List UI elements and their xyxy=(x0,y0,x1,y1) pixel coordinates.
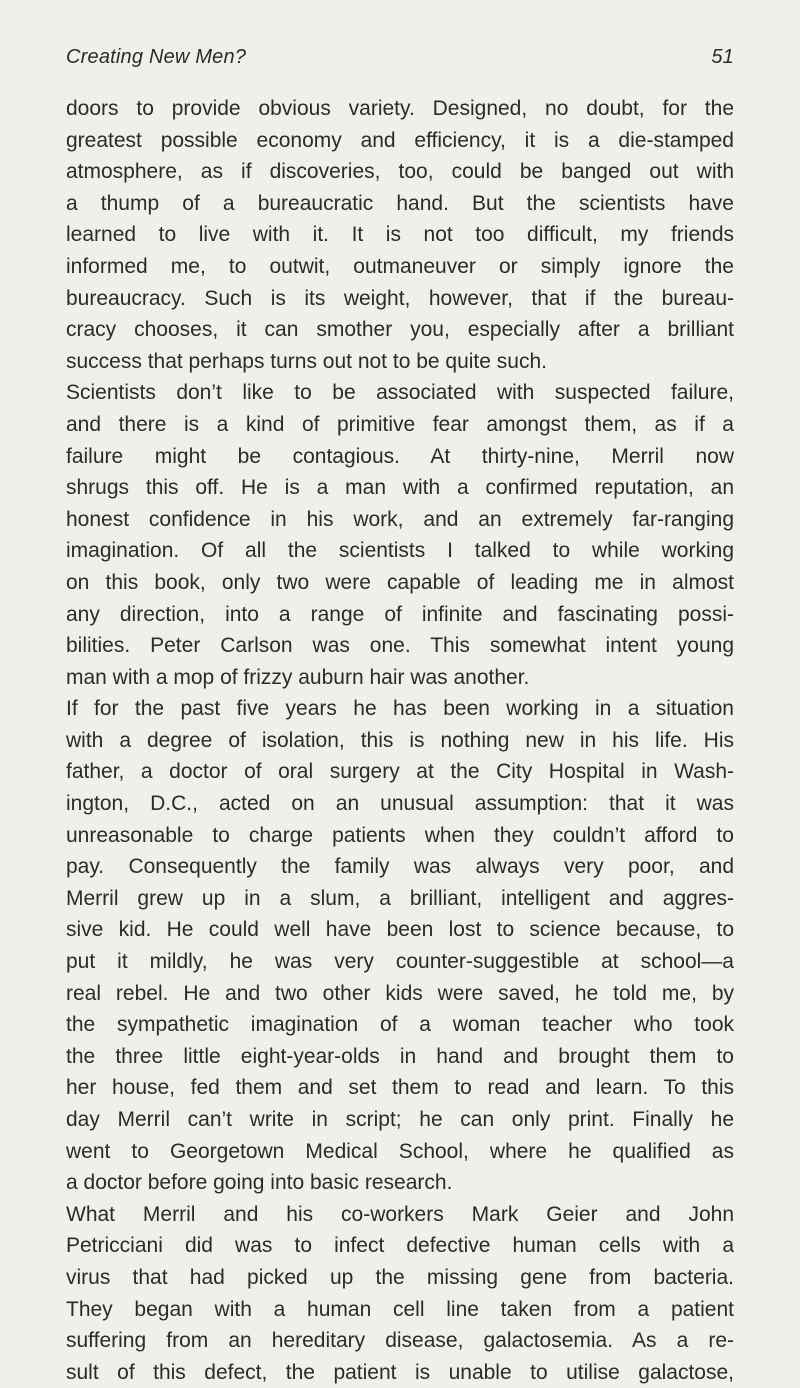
text-line: went to Georgetown Medical School, where he qualified as xyxy=(66,1139,734,1163)
text-line: and there is a kind of primitive fear amongst them, as if a xyxy=(66,412,734,436)
running-head xyxy=(66,46,734,76)
text-line: failure might be contagious. At thirty-nine, Merril now xyxy=(66,444,734,468)
text-line: Merril grew up in a slum, a brilliant, intelligent and aggres- xyxy=(66,886,734,910)
text-line: put it mildly, he was very counter-suggestible at school—a xyxy=(66,950,734,974)
text-line: greatest possible economy and efficiency, it is a die-stamped xyxy=(66,128,734,152)
text-line: success that perhaps turns out not to be quite such. xyxy=(66,349,547,373)
text-line: They began with a human cell line taken from a patient xyxy=(66,1297,734,1321)
running-title: Creating New Men? xyxy=(66,46,247,68)
text-line: informed me, to outwit, outmaneuver or simply ignore the xyxy=(66,254,734,278)
text-line: virus that had picked up the missing gene from bacteria. xyxy=(66,1265,734,1289)
text-line: sive kid. He could well have been lost to science because, to xyxy=(66,918,734,942)
text-line: shrugs this off. He is a man with a confirmed reputation, an xyxy=(66,476,734,500)
text-line: doors to provide obvious variety. Designed, no doubt, for the xyxy=(66,97,734,120)
text-line: Petricciani did was to infect defective human cells with a xyxy=(66,1234,734,1258)
text-line: bilities. Peter Carlson was one. This somewhat intent young xyxy=(66,634,734,658)
text-line: Scientists don’t like to be associated with suspected failure, xyxy=(66,381,734,405)
text-line: honest confidence in his work, and an extremely far-ranging xyxy=(66,507,734,531)
text-line: her house, fed them and set them to read and learn. To this xyxy=(66,1076,734,1100)
text-line: a doctor before going into basic research. xyxy=(66,1171,453,1195)
text-line: atmosphere, as if discoveries, too, could be banged out with xyxy=(66,160,734,184)
text-line: the three little eight-year-olds in hand and brought them to xyxy=(66,1044,734,1068)
text-line: on this book, only two were capable of leading me in almost xyxy=(66,570,734,594)
text-line: What Merril and his co-workers Mark Geier and John xyxy=(66,1202,734,1226)
text-line: learned to live with it. It is not too difficult, my friends xyxy=(66,223,734,247)
text-line: suffering from an hereditary disease, galactosemia. As a re- xyxy=(66,1329,734,1353)
text-line: any direction, into a range of infinite and fascinating possi- xyxy=(66,602,734,626)
text-line: pay. Consequently the family was always very poor, and xyxy=(66,855,734,879)
text-line: ington, D.C., acted on an unusual assumption: that it was xyxy=(66,792,734,816)
text-line: the sympathetic imagination of a woman teacher who took xyxy=(66,1013,734,1037)
text-line: day Merril can’t write in script; he can only print. Finally he xyxy=(66,1108,734,1131)
text-line: real rebel. He and two other kids were saved, he told me, by xyxy=(66,981,734,1005)
body-text xyxy=(66,93,734,1388)
text-line: If for the past five years he has been working in a situation xyxy=(66,697,734,721)
text-line: imagination. Of all the scientists I talked to while working xyxy=(66,539,734,563)
text-line: man with a mop of frizzy auburn hair was another. xyxy=(66,665,530,689)
text-line: father, a doctor of oral surgery at the City Hospital in Wash- xyxy=(66,760,734,784)
text-line: sult of this defect, the patient is unable to utilise galactose, xyxy=(66,1360,734,1384)
text-line: a thump of a bureaucratic hand. But the scientists have xyxy=(66,191,734,215)
text-line: bureaucracy. Such is its weight, however, that if the bureau- xyxy=(66,286,734,310)
text-line: unreasonable to charge patients when they couldn’t afford to xyxy=(66,823,734,847)
text-line: with a degree of isolation, this is nothing new in his life. His xyxy=(66,728,734,752)
text-line: cracy chooses, it can smother you, especially after a brilliant xyxy=(66,318,734,342)
page-number: 51 xyxy=(711,46,734,68)
